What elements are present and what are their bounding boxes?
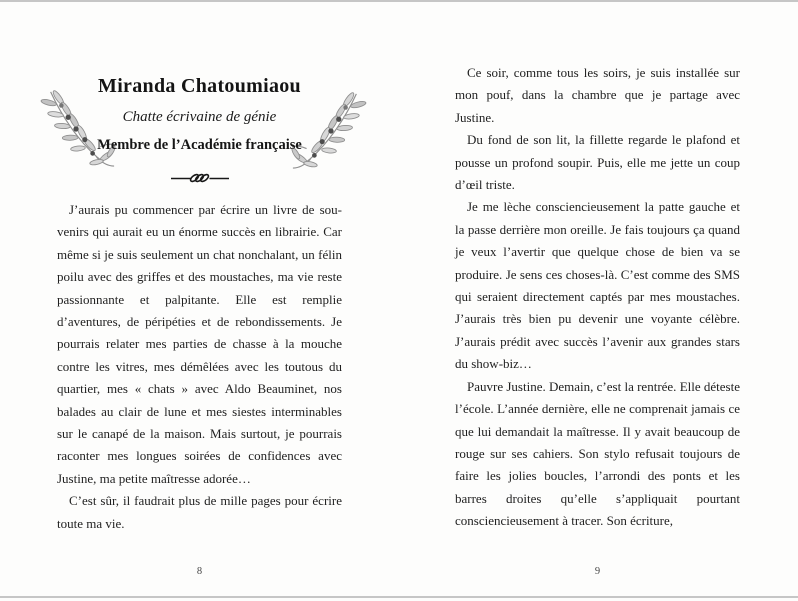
right-page-text bbox=[455, 62, 740, 533]
paragraph: Pauvre Justine. Demain, c’est la rentrée. Elle déteste l’école. L’année dernière, elle ne comprenait jamais ce que lui demandait la maîtresse. Il y avait beaucoup de rouge sur ses cahiers. Son stylo refusait toujours de faire les jolies boucles, l’arrondi des ponts et les barres droites qu’elle s’appliquait pourtant consciencieusement à tracer. Son écriture, bbox=[455, 378, 740, 529]
page-number-right: 9 bbox=[594, 566, 601, 577]
paragraph: C’est sûr, il faudrait plus de mille pages pour écrire toute ma vie. bbox=[57, 493, 342, 531]
page-number-left: 8 bbox=[196, 566, 203, 577]
paragraph: J’aurais pu commencer par écrire un livre de souvenirs qui aurait eu un énorme succès en librairie. Car même si je suis seulement un chat nonchalant, un félin poilu avec des griffes et des moustaches, ma vie reste passionnante et palpitante. Elle est remplie d’aventures, de péripéties et de rebondissements. Je pourrais relater mes parties de chasse à la mouche contre les vitres, mes démêlées avec les toutous du quartier, mes « chats » avec Aldo Beauminet, nos balades au clair de lune et mes siestes interminables sur le canapé de la maison. Mais surtout, je pourrais raconter mes longues soirées de confidences avec Justine, ma petite maîtresse adorée… bbox=[57, 202, 342, 486]
left-page-text bbox=[57, 199, 342, 535]
rope-twist-divider-icon bbox=[171, 170, 229, 186]
paragraph: Ce soir, comme tous les soirs, je suis installée sur mon pouf, dans la chambre que je partage avec Justine. bbox=[455, 65, 740, 125]
olive-branch-right-icon bbox=[289, 87, 371, 171]
paragraph: Du fond de son lit, la fillette regarde le plafond et pousse un profond soupir. Puis, elle me jette un coup d’œil triste. bbox=[455, 132, 740, 193]
author-honor: Membre de l’Académie française bbox=[97, 137, 302, 153]
right-page bbox=[399, 0, 798, 601]
author-name: Miranda Chatoumiaou bbox=[98, 75, 301, 97]
paragraph: Je me lèche consciencieusement la patte gauche et la passe derrière mon oreille. Je fais toujours ça quand je veux l’avertir que quelque chose de bien va se produire. Je sens ces choses-là. C’est comme des SMS qui seraient directement captés par mes moustaches. J’aurais très bien pu devenir une voyante célèbre. J’aurais prédit avec succès l’avenir aux grandes stars du show-biz… bbox=[455, 199, 740, 372]
bottom-frame-line bbox=[0, 596, 798, 598]
author-role: Chatte écrivaine de génie bbox=[122, 109, 277, 125]
